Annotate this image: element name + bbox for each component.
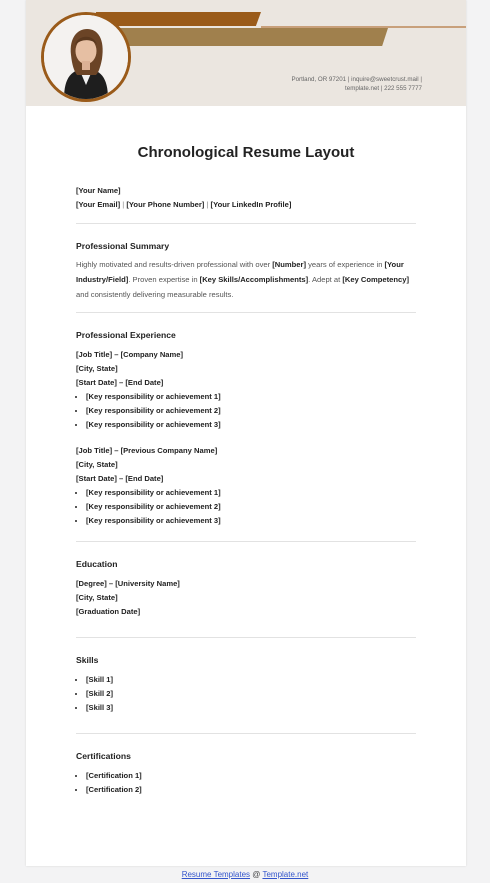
job-entry <box>76 348 416 432</box>
section-divider <box>76 223 416 224</box>
job-bullet: • [Key responsibility or achievement 2] <box>86 500 416 514</box>
header-stripe-line <box>261 26 466 28</box>
footer <box>0 870 490 879</box>
job-dates: [Start Date] – [End Date] <box>76 378 164 387</box>
certifications-heading: Certifications <box>76 751 131 761</box>
resume-content <box>76 184 416 797</box>
summary-text: years of experience in <box>306 260 385 269</box>
job-location: [City, State] <box>76 364 118 373</box>
education-location: [City, State] <box>76 593 118 602</box>
template-net-link[interactable]: Template.net <box>262 870 309 879</box>
header-band <box>26 0 466 106</box>
name-line: [Your Name] <box>76 186 121 195</box>
contact-info <box>242 76 422 93</box>
job-location: [City, State] <box>76 460 118 469</box>
skill-item: • [Skill 3] <box>86 701 416 715</box>
education-graduation: [Graduation Date] <box>76 607 141 616</box>
education-entry <box>76 577 416 619</box>
experience-heading: Professional Experience <box>76 330 176 340</box>
section-divider <box>76 637 416 638</box>
skills-heading: Skills <box>76 655 99 665</box>
education-heading: Education <box>76 559 118 569</box>
job-bullets <box>76 390 416 432</box>
footer-at: @ <box>252 870 261 879</box>
summary-text: . Proven expertise in <box>128 275 200 284</box>
contact-line-1: Portland, OR 97201 | inquire@sweetcrust.mail | <box>291 76 422 83</box>
profile-photo <box>41 12 131 102</box>
separator: | <box>206 200 209 209</box>
summary-heading: Professional Summary <box>76 241 170 251</box>
profile-photo-image <box>44 15 128 99</box>
section-divider <box>76 312 416 313</box>
skill-item: • [Skill 2] <box>86 687 416 701</box>
summary-paragraph <box>76 257 416 302</box>
contact-details-line <box>76 198 416 212</box>
resume-templates-link[interactable]: Resume Templates <box>181 870 251 879</box>
resume-page <box>26 0 466 866</box>
job-bullet: • [Key responsibility or achievement 1] <box>86 486 416 500</box>
skill-item: • [Skill 1] <box>86 673 416 687</box>
section-divider <box>76 733 416 734</box>
skills-list <box>76 673 416 715</box>
linkedin-placeholder: [Your LinkedIn Profile] <box>210 200 292 209</box>
certifications-list <box>76 769 416 797</box>
separator: | <box>122 200 125 209</box>
summary-industry: [Your Industry/Field] <box>76 260 404 284</box>
section-divider <box>76 541 416 542</box>
certification-item: • [Certification 1] <box>86 769 416 783</box>
job-bullet: • [Key responsibility or achievement 2] <box>86 404 416 418</box>
job-bullet: • [Key responsibility or achievement 1] <box>86 390 416 404</box>
email-placeholder: [Your Email] <box>76 200 121 209</box>
summary-competency: [Key Competency] <box>342 275 410 284</box>
summary-text: . Adept at <box>308 275 343 284</box>
summary-text: Highly motivated and results-driven professional with over <box>76 260 273 269</box>
contact-line-2: template.net | 222 555 7777 <box>345 84 422 92</box>
summary-text: and consistently delivering measurable results. <box>76 290 234 299</box>
job-bullets <box>76 486 416 528</box>
phone-placeholder: [Your Phone Number] <box>126 200 205 209</box>
job-title-company: [Job Title] – [Company Name] <box>76 350 184 359</box>
education-degree: [Degree] – [University Name] <box>76 579 180 588</box>
certification-item: • [Certification 2] <box>86 783 416 797</box>
job-bullet: • [Key responsibility or achievement 3] <box>86 514 416 528</box>
job-bullet: • [Key responsibility or achievement 3] <box>86 418 416 432</box>
job-dates: [Start Date] – [End Date] <box>76 474 164 483</box>
document-title: Chronological Resume Layout <box>137 144 355 161</box>
job-entry <box>76 444 416 528</box>
job-title-company: [Job Title] – [Previous Company Name] <box>76 446 218 455</box>
summary-number: [Number] <box>272 260 307 269</box>
summary-skills: [Key Skills/Accomplishments] <box>199 275 309 284</box>
header-stripe-tan <box>96 28 388 46</box>
